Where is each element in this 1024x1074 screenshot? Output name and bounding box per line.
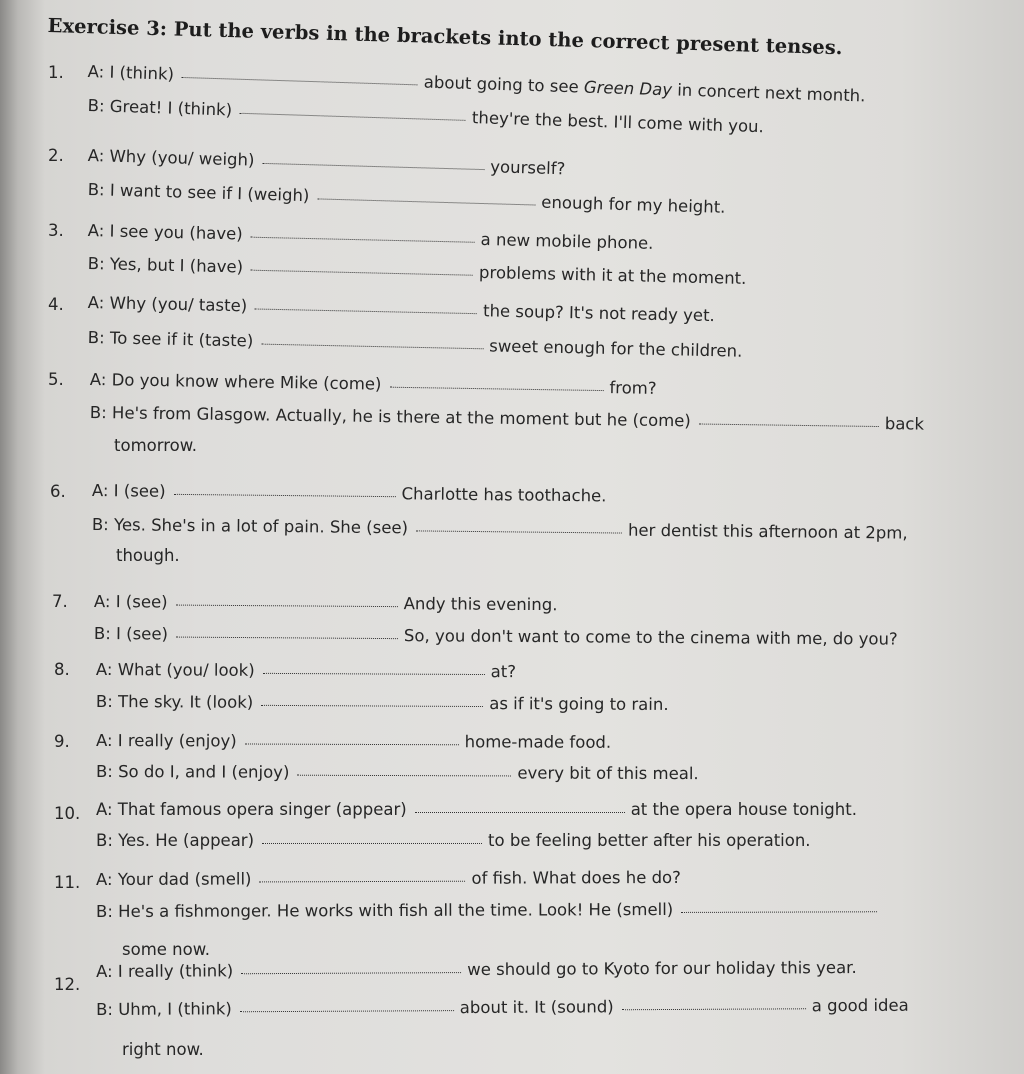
continuation-text: from?: [609, 378, 657, 398]
prompt-text: A: Your dad (smell): [96, 869, 252, 889]
answer-blank[interactable]: [241, 971, 461, 974]
answer-blank[interactable]: [263, 672, 485, 675]
continuation-text: of fish. What does he do?: [471, 867, 681, 888]
item-number: 11.: [54, 873, 81, 892]
continuation-text: yourself?: [490, 157, 566, 179]
line-a: [88, 221, 654, 253]
line-a: [96, 660, 516, 681]
answer-blank[interactable]: [245, 743, 459, 746]
item-number: 6.: [50, 482, 66, 501]
answer-blank[interactable]: [415, 811, 625, 813]
line-b: [92, 515, 908, 543]
prompt-text: B: I want to see if I (weigh): [87, 180, 310, 206]
prompt-text: B: He's a fishmonger. He works with fish all the time. Look! He (smell): [96, 899, 674, 921]
continuation-text: they're the best. I'll come with you.: [471, 108, 765, 137]
line-b: [87, 96, 764, 136]
line-a: [96, 868, 681, 889]
answer-blank[interactable]: [174, 493, 396, 497]
continuation-text: enough for my height.: [541, 192, 726, 217]
answer-blank[interactable]: [261, 343, 483, 350]
prompt-text: A: Why (you/ weigh): [87, 146, 255, 170]
line-a: [88, 293, 715, 325]
prompt-text: A: What (you/ look): [95, 660, 255, 680]
item-number: 4.: [48, 295, 64, 314]
prompt-text: B: I (see): [93, 624, 169, 644]
prompt-text: B: Yes, but I (have): [87, 254, 244, 277]
prompt-text: A: I really (enjoy): [95, 731, 237, 751]
continuation-text: her dentist this afternoon at 2pm,: [627, 520, 908, 543]
continuation-text: Charlotte has toothache.: [401, 484, 607, 506]
continuation-text: Andy this evening.: [403, 594, 558, 615]
continuation-text: home-made food.: [464, 732, 612, 752]
prompt-text: B: Uhm, I (think): [96, 999, 232, 1019]
continuation-text: at the opera house tonight.: [630, 800, 857, 819]
line-b-continued: [122, 1040, 204, 1059]
prompt-text: A: Do you know where Mike (come): [89, 370, 382, 394]
continuation-text: right now.: [122, 1040, 204, 1059]
line-b-continued: [114, 436, 197, 455]
line-b: [88, 328, 743, 361]
prompt-text: B: He's from Glasgow. Actually, he is there at the moment but he (come): [89, 403, 691, 431]
continuation-text: about going to see Green Day in concert next month.: [423, 72, 866, 106]
answer-blank[interactable]: [699, 423, 879, 428]
answer-blank[interactable]: [622, 1007, 806, 1010]
answer-blank[interactable]: [259, 880, 465, 883]
continuation-text: back: [884, 414, 925, 434]
line-b-continued: [116, 546, 180, 565]
continuation-text: we should go to Kyoto for our holiday this year.: [467, 958, 857, 980]
item-number: 12.: [54, 975, 81, 994]
line-b: [94, 624, 898, 649]
answer-blank[interactable]: [182, 76, 418, 85]
item-number: 5.: [48, 370, 64, 389]
answer-blank[interactable]: [240, 1009, 454, 1012]
continuation-text: every bit of this meal.: [517, 763, 699, 784]
line-b: [90, 403, 924, 434]
item-number: 1.: [48, 63, 64, 82]
prompt-text: A: That famous opera singer (appear): [96, 800, 407, 819]
line-a: [92, 481, 607, 505]
continuation-text: as if it's going to rain.: [489, 694, 669, 714]
prompt-text: B: To see if it (taste): [87, 328, 254, 351]
continuation-text: tomorrow.: [114, 436, 197, 455]
continuation-text: sweet enough for the children.: [489, 336, 743, 361]
middle-text: about it. It (sound): [459, 997, 614, 1018]
prompt-text: B: Yes. She's in a lot of pain. She (see): [91, 515, 409, 538]
prompt-text: A: Why (you/ taste): [87, 293, 248, 316]
continuation-text: though.: [116, 546, 180, 565]
continuation-text: to be feeling better after his operation.: [488, 831, 811, 850]
item-number: 10.: [54, 804, 81, 823]
item-number: 9.: [54, 732, 70, 751]
answer-blank[interactable]: [176, 636, 398, 640]
answer-blank[interactable]: [176, 604, 398, 608]
item-number: 8.: [54, 660, 70, 679]
prompt-text: A: I (think): [87, 62, 175, 84]
prompt-text: A: I really (think): [96, 961, 234, 981]
line-a: [87, 146, 565, 178]
line-a: [96, 800, 857, 819]
item-number: 2.: [48, 146, 64, 165]
continuation-text: some now.: [122, 940, 210, 959]
prompt-text: B: Great! I (think): [87, 96, 233, 120]
line-b-continued: [122, 940, 210, 959]
answer-blank[interactable]: [389, 386, 603, 391]
continuation-text: So, you don't want to come to the cinema with me, do you?: [403, 626, 898, 649]
prompt-text: B: Yes. He (appear): [96, 831, 255, 850]
answer-blank[interactable]: [262, 842, 482, 844]
line-b: [96, 899, 883, 921]
line-b: [88, 254, 747, 288]
answer-blank[interactable]: [251, 236, 475, 243]
answer-blank[interactable]: [416, 529, 622, 533]
continuation-text: a new mobile phone.: [480, 229, 654, 253]
exercise-title: Exercise 3: Put the verbs in the brackets into the correct present tenses.: [47, 14, 843, 60]
prompt-text: A: I (see): [91, 481, 166, 501]
answer-blank[interactable]: [261, 704, 483, 707]
line-a: [96, 958, 857, 981]
answer-blank[interactable]: [240, 112, 466, 121]
continuation-text: a good idea: [811, 995, 909, 1016]
line-a: [90, 370, 657, 398]
answer-blank[interactable]: [262, 162, 484, 170]
line-a: [96, 731, 611, 752]
continuation-text: at?: [490, 662, 517, 682]
line-b: [96, 692, 669, 714]
item-number: 7.: [52, 592, 68, 611]
line-b: [96, 762, 699, 783]
line-b: [87, 180, 725, 217]
line-a: [94, 592, 558, 614]
answer-blank[interactable]: [297, 774, 511, 777]
line-b: [96, 996, 909, 1019]
continuation-text: the soup? It's not ready yet.: [482, 301, 715, 326]
prompt-text: B: So do I, and I (enjoy): [95, 762, 290, 782]
answer-blank[interactable]: [681, 910, 877, 913]
continuation-text: problems with it at the moment.: [478, 262, 747, 288]
prompt-text: B: The sky. It (look): [95, 692, 254, 712]
answer-blank[interactable]: [255, 308, 477, 315]
prompt-text: A: I (see): [93, 592, 168, 612]
prompt-text: A: I see you (have): [87, 221, 243, 244]
line-b: [96, 831, 811, 850]
item-number: 3.: [48, 221, 64, 240]
answer-blank[interactable]: [317, 197, 535, 205]
answer-blank[interactable]: [251, 269, 473, 276]
